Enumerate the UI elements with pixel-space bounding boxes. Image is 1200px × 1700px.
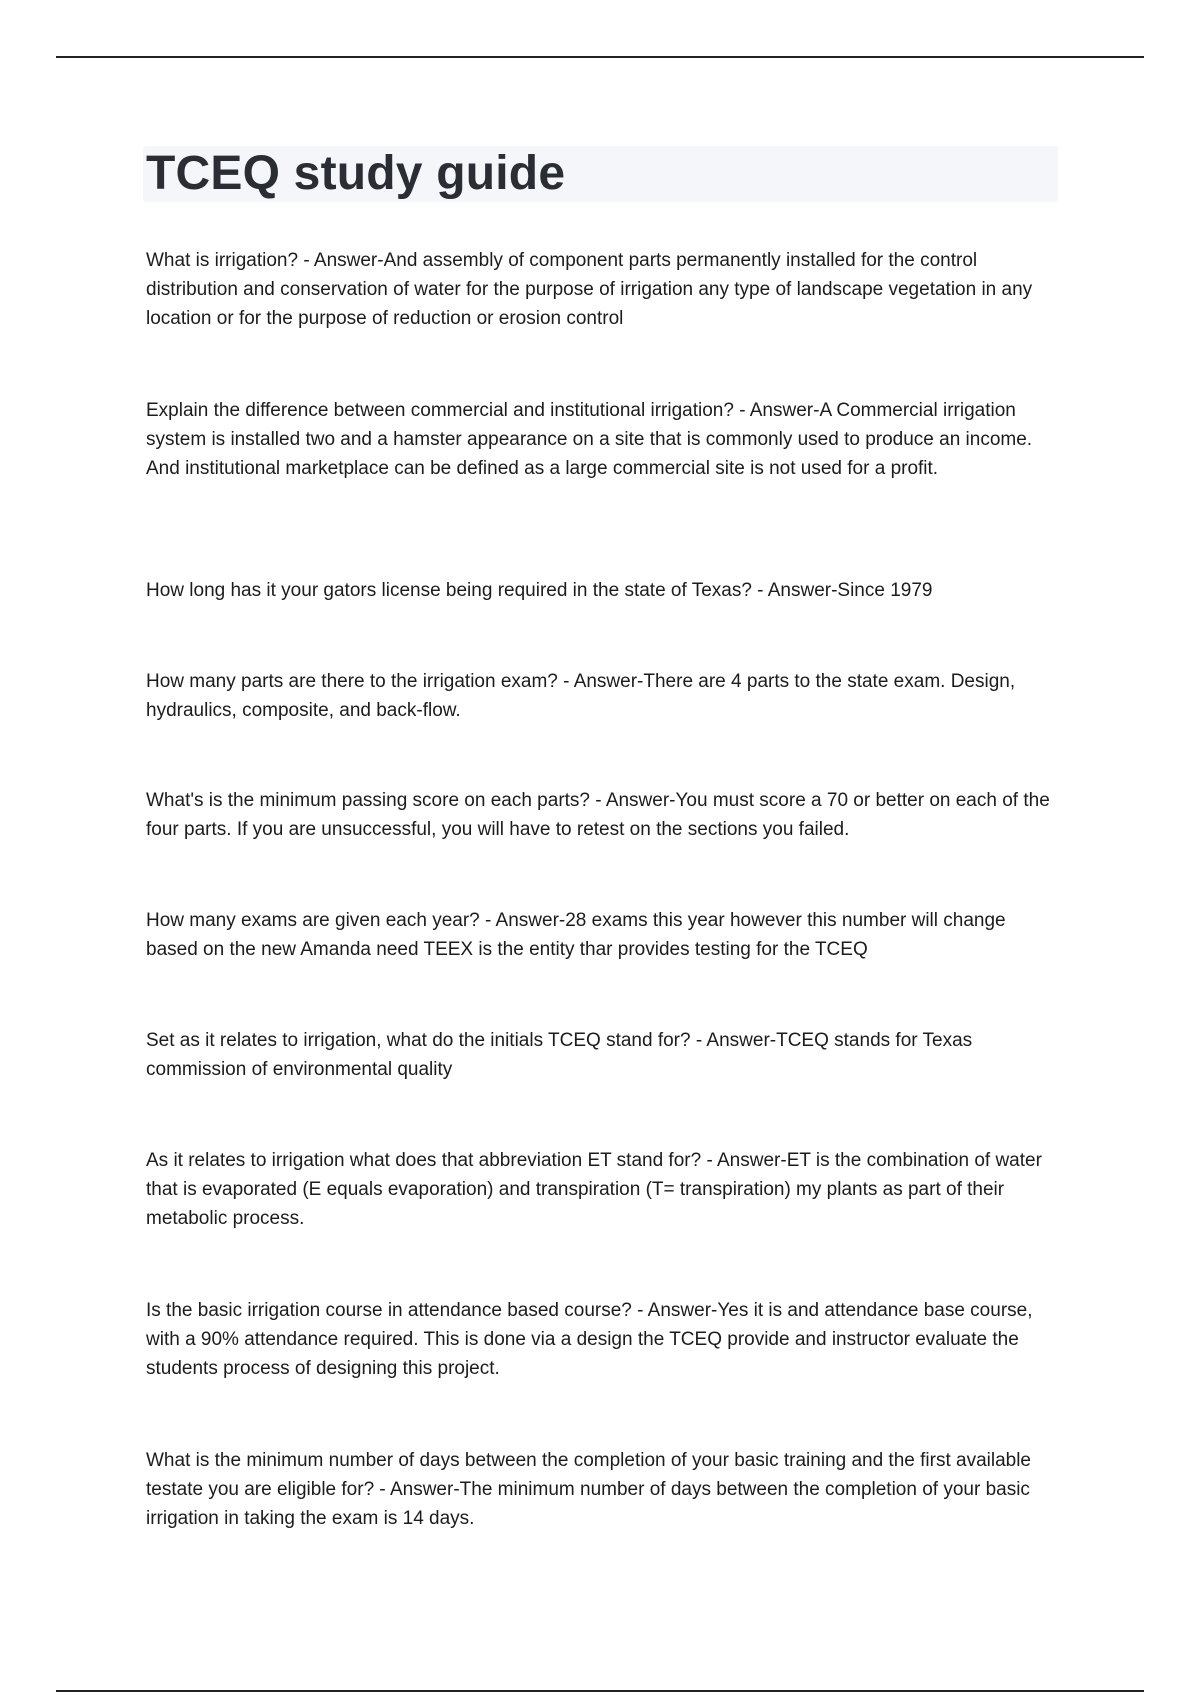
top-divider	[56, 56, 1144, 58]
page-title: TCEQ study guide	[146, 147, 566, 200]
bottom-divider	[56, 1690, 1144, 1692]
qa-item: How long has it your gators license being required in the state of Texas? - Answer-Since 1979	[146, 580, 933, 601]
qa-item: Explain the difference between commercial and institutional irrigation? - Answer-A Commercial irrigation system is installed two and a hamster appearance on a site that is commonly used to produce an income. And institutional marketplace can be defined as a large commercial site is not used for a profit.	[146, 400, 1033, 479]
qa-item: How many exams are given each year? - Answer-28 exams this year however this number will change based on the new Amanda need TEEX is the entity thar provides testing for the TCEQ	[146, 910, 1006, 960]
qa-item: Set as it relates to irrigation, what do the initials TCEQ stand for? - Answer-TCEQ stands for Texas commission of environmental quality	[146, 1030, 973, 1080]
qa-item: Is the basic irrigation course in attendance based course? - Answer-Yes it is and attendance base course, with a 90% attendance required. This is done via a design the TCEQ provide and instructor evaluate the students process of designing this project.	[146, 1300, 1033, 1379]
qa-item: How many parts are there to the irrigation exam? - Answer-There are 4 parts to the state exam. Design, hydraulics, composite, and back-flow.	[146, 671, 1016, 721]
qa-item: As it relates to irrigation what does that abbreviation ET stand for? - Answer-ET is the combination of water that is evaporated (E equals evaporation) and transpiration (T= transpiration) my plants as part of their metabolic process.	[146, 1150, 1042, 1229]
qa-item: What's is the minimum passing score on each parts? - Answer-You must score a 70 or better on each of the four parts. If you are unsuccessful, you will have to retest on the sections you failed.	[146, 790, 1050, 840]
qa-item: What is the minimum number of days between the completion of your basic training and the first available testate you are eligible for? - Answer-The minimum number of days between the completion of your basic irrigation in taking the exam is 14 days.	[146, 1450, 1032, 1529]
qa-item: What is irrigation? - Answer-And assembly of component parts permanently installed for the control distribution and conservation of water for the purpose of irrigation any type of landscape vegetation in any location or for the purpose of reduction or erosion control	[146, 250, 1033, 329]
